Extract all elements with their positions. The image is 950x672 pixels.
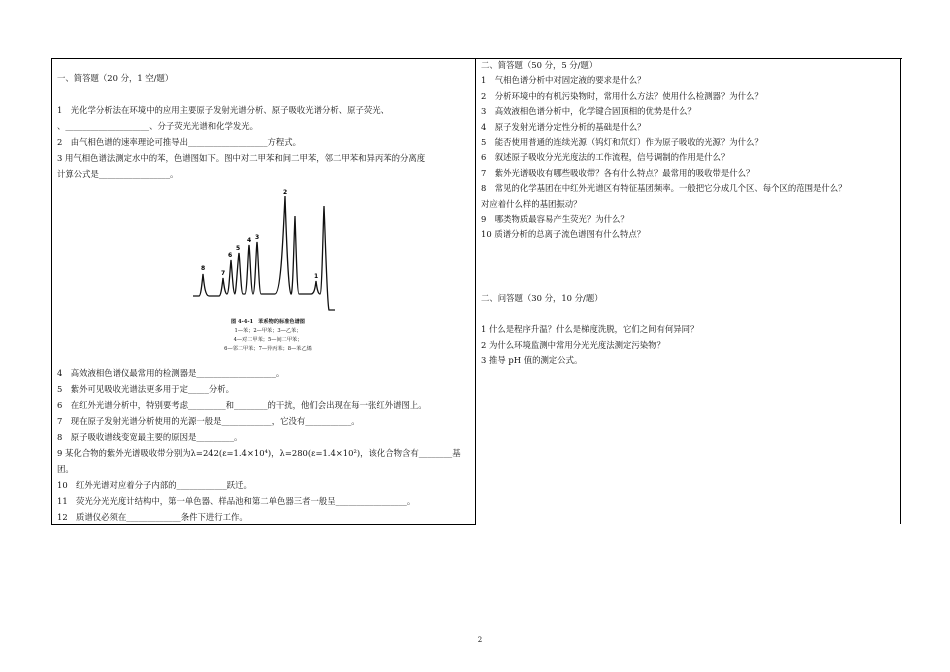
question-line: 4 高效液相色谱仪最常用的检测器是___________________。 xyxy=(57,368,285,378)
question-line: 对应着什么样的基团振动？ xyxy=(481,198,582,209)
chromatogram-plot xyxy=(193,186,343,321)
question-line: 11 荧光分光光度计结构中，第一单色器、样品池和第二单色器三者一般呈_________________。 xyxy=(57,496,416,506)
figure-caption-line: 6—邻二甲苯；7—异丙苯；8—苯乙烯 xyxy=(224,346,312,352)
question-line: 1 光化学分析法在环境中的应用主要原子发射光谱分析、原子吸收光谱分析、原子荧光、 xyxy=(57,105,389,115)
right-column xyxy=(481,58,895,369)
section3-title: 二、问答题（30 分，10 分/题） xyxy=(481,292,603,303)
question-line: 3 推导 pH 值的测定公式。 xyxy=(481,355,583,366)
question-line: 6 在红外光谱分析中，特别要考虑_________和________的干扰，他们会出现在每一张红外谱图上。 xyxy=(57,400,427,410)
question-line: 2 为什么环境监测中常用分光光度法测定污染物？ xyxy=(481,339,665,350)
section1-title: 一、简答题（20 分，1 空/题） xyxy=(57,73,174,83)
question-line: 3 高效液相色谱分析中，化学键合固顶相的优势是什么？ xyxy=(481,106,696,117)
question-line: 8 原子吸收谱线变宽最主要的原因是_________。 xyxy=(57,432,243,442)
question-line: 12 质谱仪必须在_____________条件下进行工作。 xyxy=(57,512,248,522)
column-divider xyxy=(475,58,476,524)
question-line: 、____________________、分子荧光光谱和化学发光。 xyxy=(57,121,258,131)
table-right-border xyxy=(900,58,901,524)
page-number: 2 xyxy=(477,636,483,644)
question-line: 5 紫外可见吸收光谱法更多用于定_____分析。 xyxy=(57,384,235,394)
question-line: 2 由气相色谱的速率理论可推导出___________________方程式。 xyxy=(57,137,302,147)
chromatogram-trace xyxy=(193,196,335,310)
question-line: 8 常见的化学基团在中红外光谱区有特征基团频率。一般把它分成几个区、每个区的范围是什么？ xyxy=(481,183,847,194)
figure-caption-line: 4—对二甲苯；5—间二甲苯； xyxy=(233,337,303,343)
peak-label: 3 xyxy=(255,234,260,241)
section2-title: 二、简答题（50 分，5 分/题） xyxy=(481,60,598,70)
figure-caption-title: 图 4-4-1 苯系物的标准色谱图 xyxy=(230,319,305,325)
question-line: 3 用气相色谱法测定水中的苯，色谱图如下。图中对二甲苯和间二甲苯，邻二甲苯和异丙苯的分离度 xyxy=(57,153,426,163)
question-line: 6 叙述原子吸收分光光度法的工作流程，信号调制的作用是什么？ xyxy=(481,152,730,163)
peak-label: 4 xyxy=(247,237,252,244)
question-line: 计算公式是_________________。 xyxy=(57,169,179,179)
question-line: 9 哪类物质最容易产生荧光？为什么？ xyxy=(481,214,629,225)
question-line: 4 原子发射光谱分定性分析的基础是什么？ xyxy=(481,121,646,132)
question-line: 1 气相色谱分析中对固定液的要求是什么？ xyxy=(481,75,646,86)
question-line: 10 红外光谱对应着分子内部的____________跃迁。 xyxy=(57,480,252,490)
peak-label: 1 xyxy=(314,273,319,280)
question-line: 9 某化合物的紫外光谱吸收带分别为λ=242(ε=1.4×10⁴)，λ=280(ε=1.4×10²)，该化合物含有________基 xyxy=(57,448,461,458)
peak-label: 5 xyxy=(236,245,241,252)
peak-label: 7 xyxy=(221,270,226,277)
figure-caption-line: 1—苯；2—甲苯；3—乙苯； xyxy=(234,328,302,334)
peak-label: 8 xyxy=(201,265,206,272)
question-line: 1 什么是程序升温？什么是梯度洗脱，它们之间有何异同？ xyxy=(481,324,699,335)
left-column xyxy=(57,70,469,525)
question-line: 5 能否使用普通的连续光源（钨灯和氘灯）作为原子吸收的光源？为什么？ xyxy=(481,137,763,148)
question-line: 2 分析环境中的有机污染物时，常用什么方法？使用什么检测器？为什么？ xyxy=(481,90,763,101)
chromatogram-figure xyxy=(193,186,343,361)
question-line: 7 紫外光谱吸收有哪些吸收带？各有什么特点？最常用的吸收带是什么？ xyxy=(481,167,755,178)
peak-label: 2 xyxy=(283,189,288,196)
question-line: 10 质谱分析的总离子流色谱图有什么特点？ xyxy=(481,229,646,240)
figure-caption xyxy=(203,318,333,354)
question-line: 团。 xyxy=(57,464,74,474)
peak-label: 6 xyxy=(228,252,233,259)
question-line: 7 现在原子发射光谱分析使用的光源一般是____________，它没有___________。 xyxy=(57,416,360,426)
